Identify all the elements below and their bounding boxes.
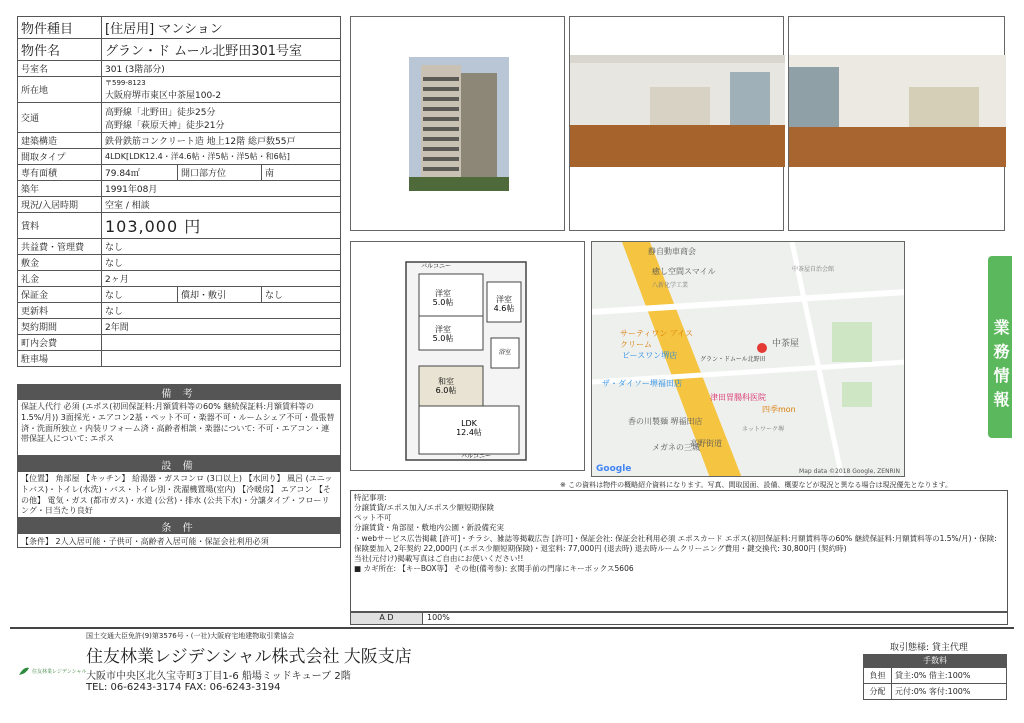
svg-text:バルコニー: バルコニー bbox=[461, 453, 492, 460]
company-address: 大阪市中央区北久宝寺町3丁目1-6 船場ミッドキューブ 2階 bbox=[86, 671, 351, 682]
notes-line-1: 特記事項: bbox=[354, 493, 387, 502]
svg-text:12.4帖: 12.4帖 bbox=[456, 428, 482, 437]
map-label-3: 八新化学工業 bbox=[652, 282, 689, 289]
fee-burden-row bbox=[864, 667, 1006, 683]
key-money: 2ヶ月 bbox=[102, 271, 341, 287]
guarantee: なし bbox=[102, 287, 178, 303]
contract: 2年間 bbox=[102, 319, 341, 335]
notes-line-3: ペット不可 bbox=[354, 513, 392, 523]
area-label: 専有面積 bbox=[18, 165, 102, 181]
google-logo: Google bbox=[596, 464, 632, 474]
side-tab: 業務情報 bbox=[988, 256, 1012, 438]
license: 国土交通大臣免許(9)第3576号・(一社)大阪府宅地建物取引業協会 bbox=[86, 632, 295, 640]
remarks-text: 保証人代行 必須 (エポス(初回保証料:月額賃料等の60% 継続保証料:月額賃料等の1.5%/月)) 3面採光・エアコン2基・ペット不可・楽器不可・ルームシェア不可・畳張替済・洗面所独立・内装リフォーム済・高齢者相談・楽器について: 不可・エアコン・連帯保証人について: エポス bbox=[21, 402, 335, 444]
deposit-label: 敷金 bbox=[18, 255, 102, 271]
map-label-5: ビースワン堺店 bbox=[622, 351, 678, 360]
notes-line-4: 分譲賃貸・角部屋・敷地内公園・新設備充実 bbox=[354, 523, 504, 533]
transaction-mode: 取引態様: 貸主代理 bbox=[890, 643, 968, 653]
built: 1991年08月 bbox=[102, 181, 341, 197]
disclaimer: ※ この資料は物件の概略紹介資料になります。写真、間取図面、設備、概要などが現況と異なる場合は現況優先となります。 bbox=[560, 481, 952, 489]
svg-text:LDK: LDK bbox=[461, 419, 477, 428]
footer-divider bbox=[10, 627, 1014, 629]
room-label: 号室名 bbox=[18, 61, 102, 77]
floor-plan-drawing bbox=[351, 242, 586, 472]
company-name: 住友林業レジデンシャル株式会社 大阪支店 bbox=[86, 647, 412, 666]
living-room-photo-2 bbox=[788, 16, 1005, 231]
svg-text:5.0帖: 5.0帖 bbox=[432, 334, 454, 343]
area: 79.84㎡ bbox=[102, 165, 178, 181]
renewal-label: 更新料 bbox=[18, 303, 102, 319]
map-label-4: サーティワン アイスクリーム bbox=[620, 329, 694, 349]
notes-line-7: ■ カギ所在: 【キーBOX等】 その他(備考参): 玄関手前の門扉にキーボックス5606 bbox=[354, 563, 634, 573]
remarks-section bbox=[17, 384, 341, 456]
map-label-12: ネットワーク堺 bbox=[742, 426, 785, 433]
living-room-image-1 bbox=[570, 17, 785, 232]
conditions-text: 【条件】 2人入居可能・子供可・高齢者入居可能・保証会社利用必須 bbox=[21, 537, 269, 546]
map-label-2: 中茶屋自治会館 bbox=[792, 266, 835, 273]
common: なし bbox=[102, 239, 341, 255]
map-label-14: 高野街道 bbox=[690, 439, 722, 448]
fee-split-label: 分配 bbox=[864, 684, 892, 699]
built-label: 築年 bbox=[18, 181, 102, 197]
company-logo bbox=[18, 666, 87, 676]
name-label: 物件名 bbox=[18, 39, 102, 61]
map-label-11: 香の川製麺 堺福田店 bbox=[628, 417, 703, 426]
transport-1: 高野線「北野田」徒歩25分 bbox=[105, 107, 216, 118]
conditions-section bbox=[17, 518, 341, 548]
fee-burden-label: 負担 bbox=[864, 668, 892, 683]
opening: 南 bbox=[262, 165, 341, 181]
ad-row bbox=[350, 612, 1008, 625]
town-fee-label: 町内会費 bbox=[18, 335, 102, 351]
notes-line-2: 分譲賃貸/エポス加入/エポス少額短期保険 bbox=[354, 503, 495, 513]
transport-label: 交通 bbox=[18, 103, 102, 133]
map-footer: Map data ©2018 Google, ZENRIN bbox=[799, 468, 900, 475]
logo-text: 住友林業レジデンシャル bbox=[32, 668, 87, 675]
living-room-image-2 bbox=[789, 17, 1006, 232]
facilities-section bbox=[17, 456, 341, 518]
opening-label: 開口部方位 bbox=[178, 165, 262, 181]
facilities-text: 【位置】 角部屋 【キッチン】 給湯器・ガスコンロ (3口以上) 【水回り】 風呂 (ユニットバス)・トイレ(水洗)・バス・トイレ別・洗濯機置場(室内) 【冷暖房】 エアコン 【その他】 電気・ガス (都市ガス)・水道 (公営)・排水 (公共下水)・分譲タイプ・フローリング・日当たり良好 bbox=[21, 474, 333, 516]
map-marker bbox=[757, 343, 767, 353]
floor-plan bbox=[350, 241, 585, 471]
ad-label: A D bbox=[351, 613, 423, 624]
conditions-title: 条 件 bbox=[18, 519, 340, 534]
svg-text:浴室: 浴室 bbox=[498, 349, 512, 356]
layout: 4LDK[LDK12.4・洋4.6帖・洋5帖・洋5帖・和6帖] bbox=[102, 149, 341, 165]
map-label-13: メガネの三城 bbox=[652, 443, 700, 452]
svg-text:バルコニー: バルコニー bbox=[421, 263, 452, 270]
svg-text:6.0帖: 6.0帖 bbox=[435, 386, 457, 395]
property-name: グラン・ド ムール北野田301号室 bbox=[102, 39, 341, 61]
address-label: 所在地 bbox=[18, 77, 102, 103]
map-label-10: 四季mon bbox=[762, 405, 796, 414]
map-label-7: ザ・ダイソー堺福田店 bbox=[602, 379, 682, 388]
notes-line-5: ・webサービス広告掲載 [許可]・チラシ、雑誌等掲載広告 [許可]・保証会社: 保証会社利用必須 エポスカード エポス(初回保証料:月額賃料等の60% 継続保証料:月額賃料等の1.5%/月)・保険: 保険要加入 2年契約 22,000円 (エポス少額短期保険)・退室料: 77,000円 (退去時) 退去時ルームクリーニング費用・鍵交換代: 30,800円 (契約時) bbox=[354, 533, 997, 553]
structure-label: 建築構造 bbox=[18, 133, 102, 149]
living-room-photo-1 bbox=[569, 16, 784, 231]
structure: 鉄骨鉄筋コンクリート造 地上12階 総戸数55戸 bbox=[102, 133, 341, 149]
deposit: なし bbox=[102, 255, 341, 271]
svg-text:和室: 和室 bbox=[438, 377, 454, 386]
transport-2: 高野線「萩原天神」徒歩21分 bbox=[105, 120, 225, 131]
rent: 103,000 円 bbox=[102, 213, 341, 239]
key-money-label: 礼金 bbox=[18, 271, 102, 287]
address-cell bbox=[102, 77, 341, 103]
facilities-title: 設 備 bbox=[18, 457, 340, 472]
map-label-1: 癒し空間スマイル bbox=[652, 267, 716, 276]
ad-value: 100% bbox=[427, 613, 450, 622]
status: 空室 / 相談 bbox=[102, 197, 341, 213]
map-label-8: 中茶屋 bbox=[772, 339, 800, 349]
svg-text:洋室: 洋室 bbox=[435, 289, 451, 298]
map-label-0: 静自動車商会 bbox=[648, 247, 696, 256]
fee-split-row bbox=[864, 683, 1006, 699]
room: 301 (3階部分) bbox=[102, 61, 341, 77]
notes-section bbox=[350, 490, 1008, 612]
property-type-label: 物件種目 bbox=[18, 17, 102, 39]
rent-label: 賃料 bbox=[18, 213, 102, 239]
map-label-6: グラン・ドムール北野田 bbox=[700, 356, 766, 363]
svg-text:5.0帖: 5.0帖 bbox=[432, 298, 454, 307]
renewal: なし bbox=[102, 303, 341, 319]
svg-text:4.6帖: 4.6帖 bbox=[493, 304, 515, 313]
company-phone: TEL: 06-6243-3174 FAX: 06-6243-3194 bbox=[86, 682, 281, 693]
map bbox=[591, 241, 905, 477]
fee-title: 手数料 bbox=[864, 655, 1006, 667]
town-fee bbox=[102, 335, 341, 351]
leaf-icon bbox=[18, 666, 30, 676]
building-image bbox=[351, 17, 566, 232]
building-photo bbox=[350, 16, 565, 231]
contract-label: 契約期間 bbox=[18, 319, 102, 335]
fee-split: 元付:0% 客付:100% bbox=[895, 687, 971, 696]
fee-burden: 貸主:0% 借主:100% bbox=[895, 671, 971, 680]
layout-label: 間取タイプ bbox=[18, 149, 102, 165]
notes-line-6: 当社(元付け)掲載写真はご自由にお使いください!! bbox=[354, 553, 524, 563]
status-label: 現況/入居時期 bbox=[18, 197, 102, 213]
amortize: なし bbox=[262, 287, 341, 303]
remarks-title: 備 考 bbox=[18, 385, 340, 400]
parking bbox=[102, 351, 341, 367]
svg-text:洋室: 洋室 bbox=[496, 295, 512, 304]
postal: 〒599-8123 bbox=[105, 79, 146, 87]
amortize-label: 償却・敷引 bbox=[178, 287, 262, 303]
spec-table bbox=[17, 16, 341, 367]
parking-label: 駐車場 bbox=[18, 351, 102, 367]
address: 大阪府堺市東区中茶屋100-2 bbox=[105, 91, 222, 101]
fee-table bbox=[863, 654, 1007, 700]
property-type: [住居用] マンション bbox=[102, 17, 341, 39]
map-label-9: 津田胃腸科医院 bbox=[710, 393, 766, 402]
transport-cell bbox=[102, 103, 341, 133]
svg-text:洋室: 洋室 bbox=[435, 325, 451, 334]
common-label: 共益費・管理費 bbox=[18, 239, 102, 255]
guarantee-label: 保証金 bbox=[18, 287, 102, 303]
